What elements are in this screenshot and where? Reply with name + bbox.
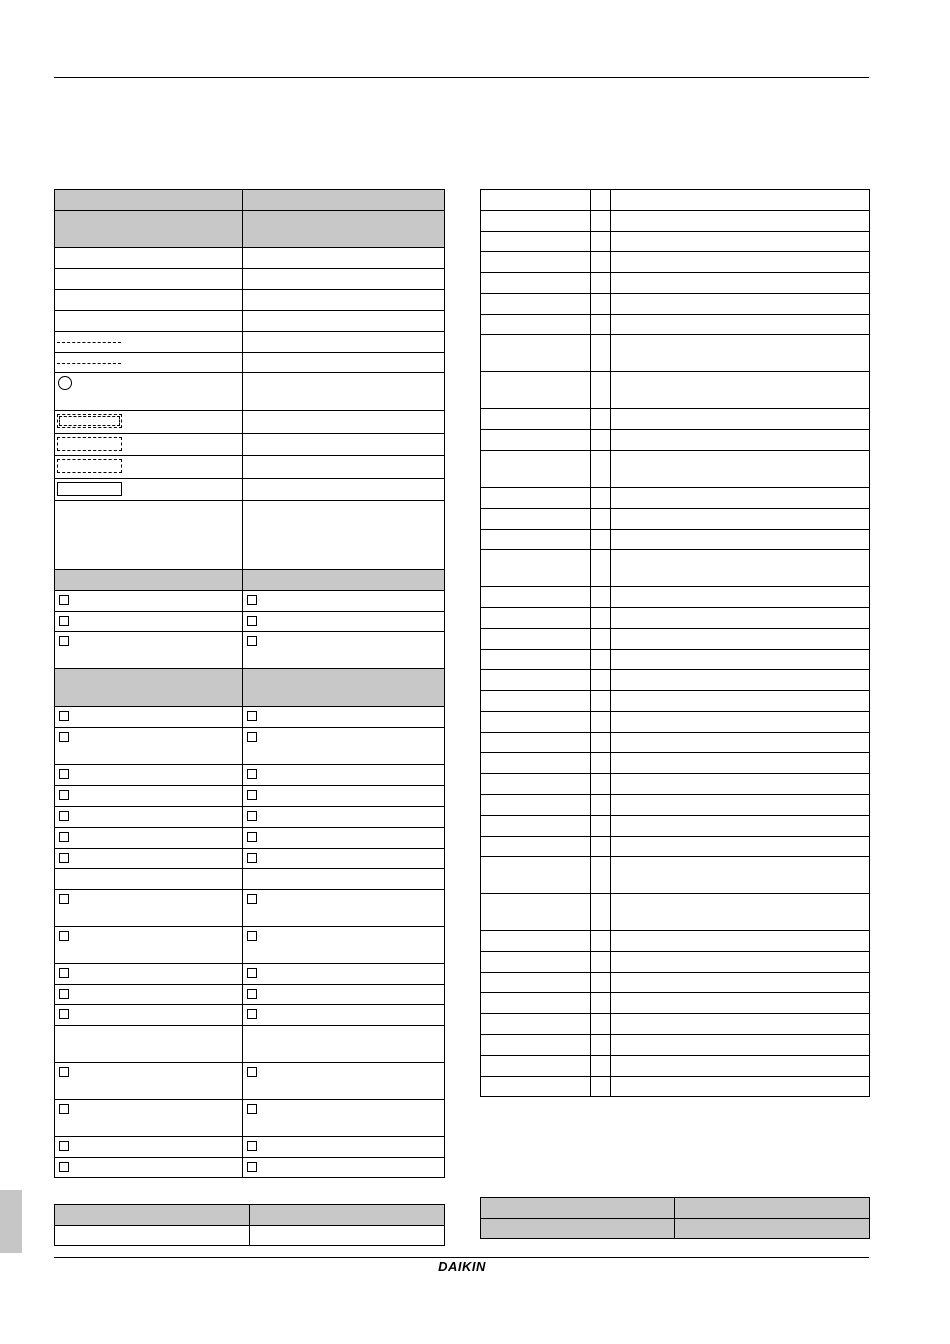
- checkbox-icon[interactable]: [247, 711, 257, 721]
- table-row: [481, 1035, 870, 1056]
- page-side-tab: [0, 1190, 22, 1253]
- table-row: [481, 509, 870, 530]
- table-row: [481, 774, 870, 795]
- checkbox-icon[interactable]: [59, 769, 69, 779]
- checkbox-icon[interactable]: [59, 1141, 69, 1151]
- checkbox-icon[interactable]: [59, 968, 69, 978]
- bottom-right-table: [480, 1197, 870, 1239]
- checkbox-icon[interactable]: [59, 1104, 69, 1114]
- checkbox-icon[interactable]: [59, 790, 69, 800]
- checkbox-icon[interactable]: [247, 616, 257, 626]
- checkbox-icon[interactable]: [247, 989, 257, 999]
- checkbox-icon[interactable]: [59, 931, 69, 941]
- table-row: [481, 315, 870, 335]
- checkbox-icon[interactable]: [59, 811, 69, 821]
- checkbox-icon[interactable]: [247, 1104, 257, 1114]
- checkbox-icon[interactable]: [59, 1162, 69, 1172]
- table-row: [55, 849, 445, 869]
- table-row: [481, 753, 870, 774]
- table-row: [55, 332, 445, 353]
- checkbox-icon[interactable]: [59, 595, 69, 605]
- dash-dot-box-symbol: [57, 459, 122, 473]
- table-row: [481, 973, 870, 993]
- table-row: [55, 890, 445, 927]
- checkbox-icon[interactable]: [247, 1067, 257, 1077]
- checkbox-icon[interactable]: [247, 894, 257, 904]
- table-section-header-row: [55, 570, 445, 591]
- table-header-row: [481, 1198, 870, 1219]
- table-row: [55, 1100, 445, 1137]
- table-row: [481, 894, 870, 931]
- table-row: [55, 290, 445, 311]
- table-row: [55, 1226, 445, 1246]
- table-row: [481, 857, 870, 894]
- checkbox-icon[interactable]: [247, 853, 257, 863]
- double-dashed-box-symbol: [57, 414, 122, 428]
- table-row: [55, 786, 445, 807]
- table-row: [55, 765, 445, 786]
- dashed-line-symbol: [57, 363, 121, 364]
- table-row: [55, 311, 445, 332]
- table-row: [55, 248, 445, 269]
- table-row: [55, 707, 445, 728]
- table-row: [481, 837, 870, 857]
- table-row: [481, 530, 870, 550]
- table-header-row: [55, 190, 445, 211]
- checkbox-icon[interactable]: [247, 811, 257, 821]
- table-row: [55, 501, 445, 570]
- table-row: [55, 728, 445, 765]
- table-row: [481, 252, 870, 273]
- table-row: [481, 273, 870, 294]
- table-row: [55, 612, 445, 632]
- table-row: [481, 931, 870, 952]
- table-row: [481, 670, 870, 691]
- table-row: [481, 691, 870, 712]
- solid-box-symbol: [57, 482, 122, 496]
- checkbox-icon[interactable]: [247, 790, 257, 800]
- table-row: [481, 795, 870, 816]
- table-row: [481, 650, 870, 670]
- table-section-header-row: [55, 669, 445, 707]
- table-row: [481, 1014, 870, 1035]
- checkbox-icon[interactable]: [59, 616, 69, 626]
- footer-rule: [54, 1257, 869, 1258]
- checkbox-icon[interactable]: [247, 769, 257, 779]
- checkbox-icon[interactable]: [59, 853, 69, 863]
- table-row: [481, 952, 870, 973]
- dashed-box-symbol: [57, 437, 122, 451]
- table-row: [481, 190, 870, 211]
- symbols-legend-table: [54, 189, 445, 1178]
- table-row: [481, 232, 870, 252]
- table-row: [481, 1056, 870, 1077]
- table-row: [481, 816, 870, 837]
- circle-symbol: [58, 376, 72, 390]
- table-row: [481, 211, 870, 232]
- table-row: [55, 1158, 445, 1178]
- table-row: [481, 430, 870, 451]
- table-row: [481, 608, 870, 629]
- header-rule: [54, 77, 869, 78]
- checkbox-icon[interactable]: [247, 595, 257, 605]
- table-header-row: [481, 1219, 870, 1239]
- table-row: [481, 294, 870, 315]
- daikin-logo: DAIKIN: [438, 1259, 486, 1274]
- table-row: [55, 632, 445, 669]
- checkbox-icon[interactable]: [59, 711, 69, 721]
- table-row: [55, 456, 445, 479]
- table-row: [55, 985, 445, 1005]
- table-row: [55, 1137, 445, 1158]
- table-row: [55, 434, 445, 456]
- table-row: [55, 353, 445, 373]
- table-row: [55, 591, 445, 612]
- table-row: [481, 587, 870, 608]
- table-row: [481, 550, 870, 587]
- checkbox-icon[interactable]: [247, 732, 257, 742]
- table-row: [481, 451, 870, 488]
- table-row: [55, 869, 445, 890]
- table-row: [55, 828, 445, 849]
- table-row: [481, 993, 870, 1014]
- checkbox-icon[interactable]: [59, 1009, 69, 1019]
- table-subheader-row: [55, 211, 445, 248]
- table-row: [55, 411, 445, 434]
- checkbox-icon[interactable]: [59, 1067, 69, 1077]
- checkbox-icon[interactable]: [247, 1162, 257, 1172]
- table-row: [481, 733, 870, 753]
- table-row: [55, 1026, 445, 1063]
- table-row: [55, 479, 445, 501]
- table-row: [481, 372, 870, 409]
- checkbox-icon[interactable]: [59, 732, 69, 742]
- checkbox-icon[interactable]: [247, 1141, 257, 1151]
- checkbox-icon[interactable]: [247, 1009, 257, 1019]
- checkbox-icon[interactable]: [247, 636, 257, 646]
- table-row: [55, 807, 445, 828]
- table-row: [481, 712, 870, 733]
- checkbox-icon[interactable]: [59, 894, 69, 904]
- table-row: [55, 373, 445, 411]
- checkbox-icon[interactable]: [247, 968, 257, 978]
- table-row: [481, 488, 870, 509]
- table-header-row: [55, 1205, 445, 1226]
- table-row: [55, 927, 445, 964]
- table-row: [55, 269, 445, 290]
- table-row: [55, 964, 445, 985]
- checkbox-icon[interactable]: [247, 832, 257, 842]
- bottom-left-table: [54, 1204, 445, 1246]
- checkbox-icon[interactable]: [59, 636, 69, 646]
- checkbox-icon[interactable]: [59, 832, 69, 842]
- table-row: [481, 409, 870, 430]
- table-row: [481, 1077, 870, 1097]
- table-row: [481, 335, 870, 372]
- table-row: [481, 629, 870, 650]
- table-row: [55, 1005, 445, 1026]
- component-reference-table: [480, 189, 870, 1097]
- table-row: [55, 1063, 445, 1100]
- checkbox-icon[interactable]: [247, 931, 257, 941]
- dash-dot-line-symbol: [57, 342, 121, 343]
- checkbox-icon[interactable]: [59, 989, 69, 999]
